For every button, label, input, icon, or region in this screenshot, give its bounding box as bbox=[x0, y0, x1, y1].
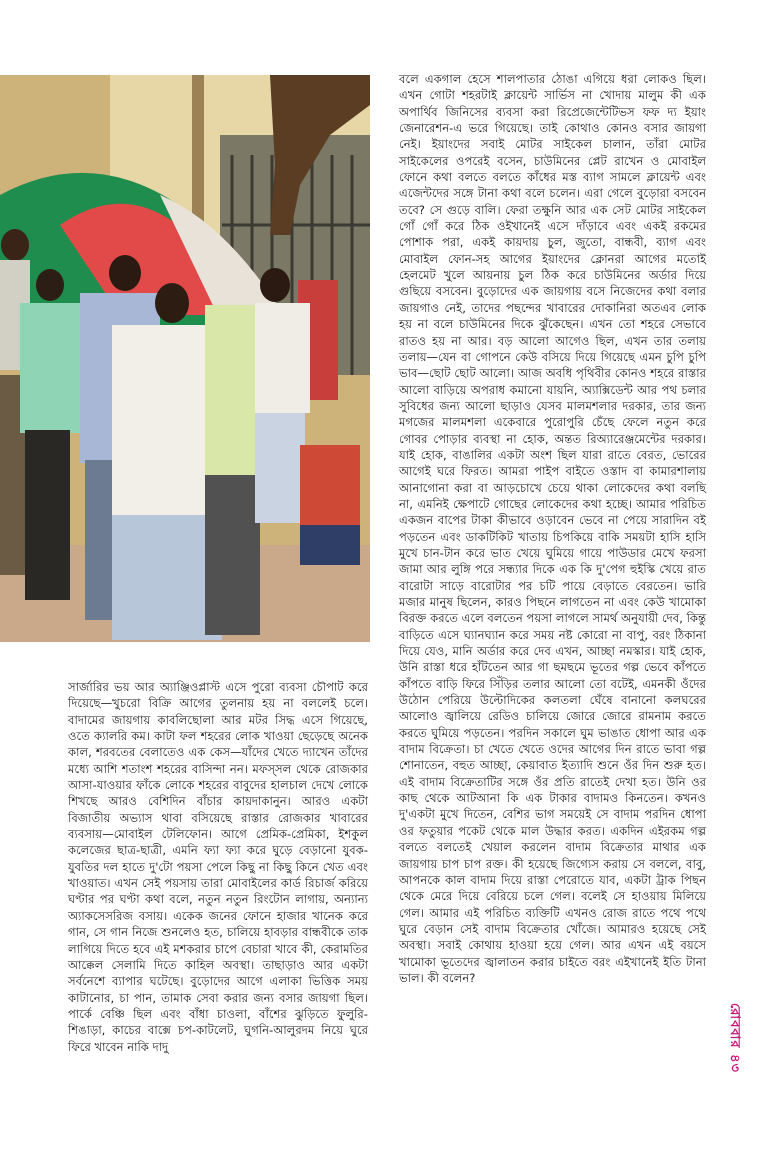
photo-illustration bbox=[0, 75, 370, 642]
article-left-column: সার্জারির ভয় আর অ্যাঞ্জিওপ্লাস্ট এসে পুরো ব্যবসা চৌপাট করে দিয়েছে—খুচরো বিক্রি আগের তুলনায় হয় না বললেই চলে। বাদামের জায়গায় কাবলিছোলা আর মটর সিদ্ধ এসে গিয়েছে, ওতে ক্যালরি কম। কাটা ফল শহরের লোক খাওয়া ছেড়েছে অনেক কাল, শরবতের বেলাতেও এক কেস—যাঁদের খেতে দ্যাখেন তাঁদের মধ্যে আশি শতাংশ শহরের বাসিন্দা নন। মফস্সল থেকে রোজকার আসা-যাওয়ার ফাঁকে লোকে শহরের বাবুদের হালচাল দেখে লোকে শিখছে আরও বেশিদিন বাঁচার কায়দাকানুন। আরও একটা বিজাতীয় অভ্যাস থাবা বসিয়েছে রাস্তার রোজকার খাবারের ব্যবসায়—মোবাইল টেলিফোন। আগে প্রেমিক-প্রেমিকা, ইশকুল কলেজের ছাত্র-ছাত্রী, এমনি ফ্যা ফ্যা করে ঘুড়ে বেড়ানো যুবক-যুবতির দল হাতে দু'টো পয়সা পেলে কিছু না কিছু কিনে খেত এবং খাওয়াত। এখন সেই পয়সায় তারা মোবাইলের কার্ড রিচার্জ করিয়ে ঘণ্টার পর ঘণ্টা কথা বলে, নতুন নতুন রিংটোন লাগায়, অন্যান্য অ্যাকসেসরিজ বসায়। একেক জনের ফোনে হাজার খানেক করে গান, সে গান নিজে শুনলেও হত, চালিয়ে হাবড়ার বান্ধবীকে তাক লাগিয়ে দিতে হবে এই মশকরার চাপে বেচারা খাবে কী, কেরামতির আক্কেল সেলামি দিতে কাহিল অবস্থা। তাছাড়াও আর একটা সর্বনেশে ব্যাপার ঘটেছে। বুড়োদের আগে এলাকা ভিত্তিক সময় কাটানোর, চা পান, তামাক সেবা করার জন্য বসার জায়গা ছিল। পার্কে বেঞ্চি ছিল এবং বাঁধা চাওলা, বাঁশের ঝুড়িতে ফুলুরি-শিঙাড়া, কাচের বাক্সে চপ-কাটলেট, ঘুগনি-আলুরদম নিয়ে ঘুরে ফিরে খাবেন নাকি দাদু bbox=[68, 680, 368, 1054]
page-folio: রোববার ৪৩ bbox=[727, 1003, 742, 1074]
street-stall-photo bbox=[0, 75, 370, 642]
article-right-column: বলে একগাল হেসে শালপাতার ঠোঙা এগিয়ে ধরা লোকও ছিল। এখন গোটা শহরটাই ক্লায়েন্ট সার্ভিস না খোদায় মালুম কী এক অপার্থিব জিনিসের ব্যবসা করা রিপ্রেজেন্টেটিভস ফফ দ্য ইয়াং জেনারেশন-এ ভরে গিয়েছে। তাই কোথাও কোনও বসার জায়গা নেই। ইয়াংদের সবাই মোটর সাইকেল চালান, তাঁরা মোটর সাইকেলের ওপরেই বসেন, চাউমিনের প্লেট রাখেন ও মোবাইল ফোনে কথা বলতে বলতে কাঁধের মস্ত ব্যাগ সামলে ক্লায়েন্ট এবং এজেন্টদের সঙ্গে টানা কথা বলে চলেন। এরা গেলে বুড়োরা বসবেন তবে? সে গুড়ে বালি। ফেরা তক্ষুনি আর এক সেট মোটর সাইকেল গোঁ গোঁ করে ঠিক ওইখানেই এসে দাঁড়াবে এবং একই রকমের পোশাক পরা, একই কায়দায় চুল, জুতো, বান্ধবী, ব্যাগ এবং মোবাইল ফোন-সহ আগের ইয়াংদের ক্লোনরা আগের মতোই হেলমেট খুলে আয়নায় চুল ঠিক করে চাউমিনের অর্ডার দিয়ে গুছিয়ে বসবেন। বুড়োদের এক জায়গায় বসে নিজেদের কথা বলার জায়গাও নেই, তাদের পছন্দের খাবারের দোকানিরা অতএব লোক হয় না বলে চাউমিনের দিকে ঝুঁকেছেন। এখন তো শহরে সেভাবে রাতও হয় না আর। বড় আলো আগেও ছিল, এখন তার তলায় তলায়—যেন বা গোপনে কেউ বসিয়ে দিয়ে গিয়েছে এমন চুপি চুপি ভাব—ছোট ছোট আলো। আজ অবধি পৃথিবীর কোনও শহরে রাস্তার আলো বাড়িয়ে অপরাধ কমানো যায়নি, অ্যাক্সিডেন্ট আর পথ চলার সুবিধের জন্য আলো ছাড়াও যেসব মালমশলার দরকার, তার জন্য মগজের মালমশলা একেবারে পুরোপুরি চেঁছে ফেলে নতুন করে গোবর পোড়ার ব্যবস্থা না হোক, অন্তত রিঅ্যারেঞ্জমেন্টের দরকার। যাই হোক, বাঙালির একটা অংশ ছিল যারা রাতে বেরত, ভোরের আগেই ঘরে ফিরত। আমরা পাইপ বাইতে ওস্তাদ বা কামারশালায় আনাগোনা করা বা আড়চোখে চেয়ে থাকা লোকেদের কথা বলছি না, এমনিই ক্ষেপাটে গোছের লোকেদের কথা হচ্ছে। আমার পরিচিত একজন বাপের টাকা কীভাবে ওড়াবেন ভেবে না পেয়ে সারাদিন বই পড়তেন এবং ডাকটিকিট খাতায় চিপকিয়ে বাকি সময়টা হাসি হাসি মুখে চান-টান করে ভাত খেয়ে ঘুমিয়ে গায়ে পাউডার মেখে ফরসা জামা আর লুঙ্গি পরে সন্ধ্যার দিকে এক কি দু'পেগ হুইস্কি খেয়ে রাত বারোটা সাড়ে বারোটার পর চটি পায়ে বেড়াতে বেরতেন। ভারি মজার মানুষ ছিলেন, কারও পিছনে লাগতেন না এবং কেউ খামোকা বিরক্ত করতে এলে বলতেন পয়সা লাগলে সামর্থ অনুযায়ী দেব, কিন্তু বাড়িতে এসে ঘ্যানঘ্যান করে সময় নষ্ট কোরো না বাপু, বরং ঠিকানা দিয়ে যেও, মানি অর্ডার করে দেব এখন, আচ্ছা নমস্কার। যাই হোক, উনি রাস্তা ধরে হাঁটতেন আর গা ছমছমে ভূতের গল্প ভেবে কাঁপতে কাঁপতে বাড়ি ফিরে সিঁড়ির তলার আলো তো বটেই, এমনকী ওঁদের উঠোন পেরিয়ে উল্টোদিকের কলতলা ঘেঁষে বানানো কলঘরের আলোও জ্বালিয়ে রেডিও চালিয়ে জোরে জোরে রামনাম করতে করতে ঘুমিয়ে পড়তেন। পরদিন সকালে ঘুম ভাঙাত ধোপা আর এক বাদাম বিক্রেতা। চা খেতে খেতে ওদের আগের দিন রাতে ভাবা গল্প শোনাতেন, বহুত আচ্ছা, কেয়াবাত ইত্যাদি শুনে ওঁর দিন শুরু হত। এই বাদাম বিক্রেতাটির সঙ্গে ওঁর প্রতি রাতেই দেখা হত। উনি ওর কাছ থেকে আটআনা কি এক টাকার বাদামও কিনতেন। কখনও দু'একটা মুখে দিতেন, বেশির ভাগ সময়েই সে বাদাম পরদিন ধোপা ওর ফতুয়ার পকেট থেকে মাল উদ্ধার করত। একদিন এইরকম গল্প বলতে বলতেই খেয়াল করলেন বাদাম বিক্রেতার মাথার এক জায়গায় চাপ চাপ রক্ত। কী হয়েছে জিগ্যেস করায় সে বললে, বাবু, আপনকে কাল বাদাম দিয়ে রাস্তা পেরোতে যাব, একটা ট্রাক পিছন থেকে মেরে দিয়ে বেরিয়ে চলে গেল। বলেই সে হাওয়ায় মিলিয়ে গেল। আমার এই পরিচিত ব্যক্তিটি এখনও রোজ রাতে পথে পথে ঘুরে বেড়ান সেই বাদাম বিক্রেতার খোঁজে। আমারও হয়েছে সেই অবস্থা। সবাই কোথায় হাওয়া হয়ে গেল। আর এখন এই বয়সে খামোকা ভূতেদের জ্বালাতন করার চাইতে বরং এইখানেই ইতি টানা ভাল। কী বলেন? bbox=[399, 72, 706, 985]
